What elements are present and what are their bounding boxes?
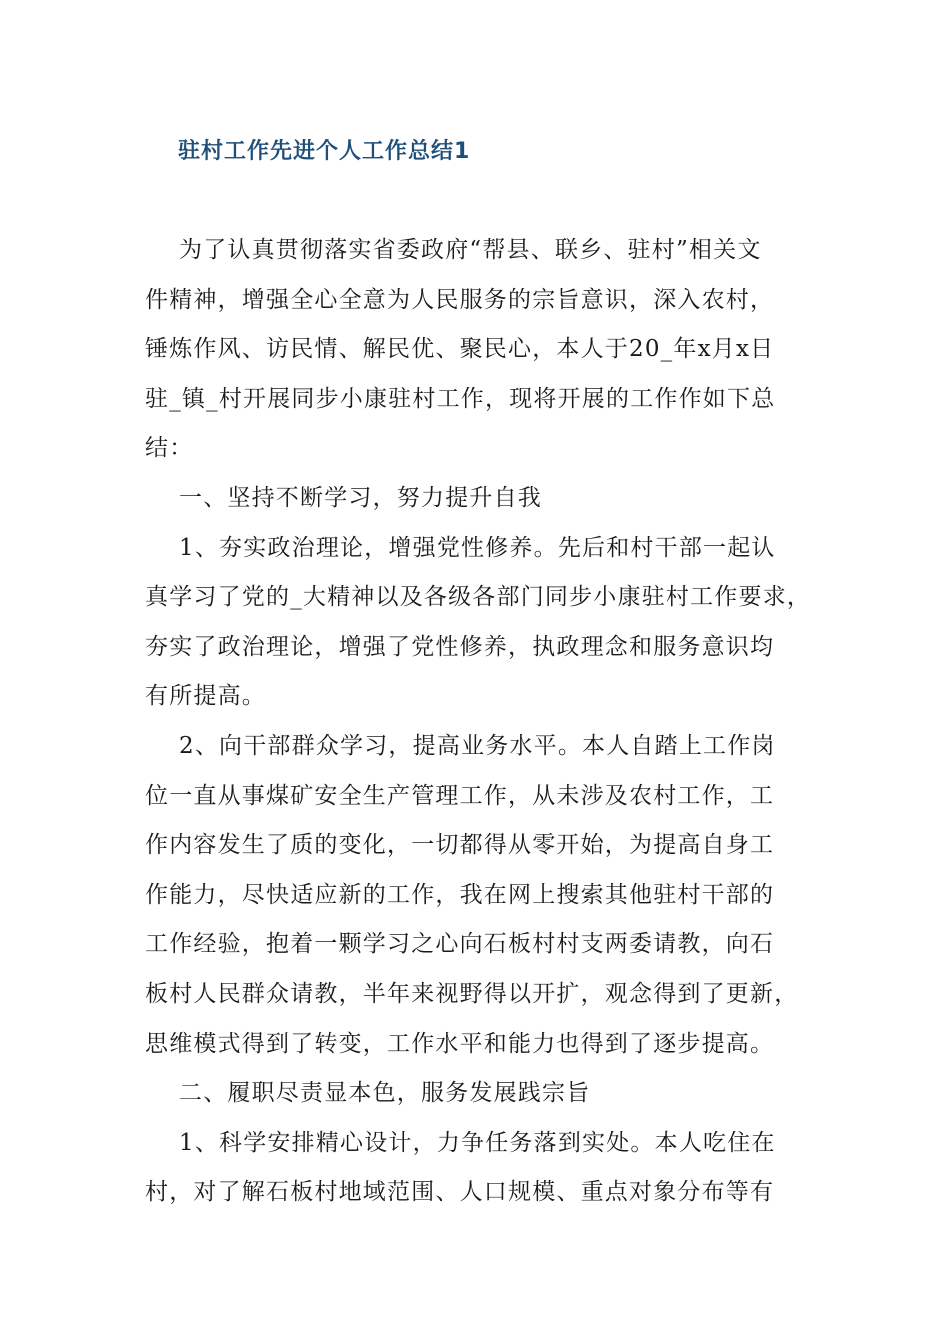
text-line: 夯实了政治理论，增强了党性修养，执政理念和服务意识均	[145, 633, 775, 660]
text-line: 真学习了党的_大精神以及各级各部门同步小康驻村工作要求，	[145, 584, 812, 611]
document-title: 驻村工作先进个人工作总结1	[178, 139, 471, 164]
text-line: 二、履职尽责显本色，服务发展践宗旨	[179, 1080, 591, 1107]
text-line: 作内容发生了质的变化，一切都得从零开始，为提高自身工	[145, 832, 775, 859]
text-line: 驻_镇_村开展同步小康驻村工作，现将开展的工作作如下总	[145, 385, 776, 412]
text-line: 一、坚持不断学习，努力提升自我	[179, 484, 542, 511]
text-line: 锤炼作风、访民情、解民优、聚民心，本人于20_年x月x日	[145, 336, 775, 363]
text-line: 村，对了解石板村地域范围、人口规模、重点对象分布等有	[145, 1179, 775, 1206]
text-line: 有所提高。	[145, 683, 266, 710]
text-line: 结：	[145, 435, 194, 462]
text-line: 作能力，尽快适应新的工作，我在网上搜索其他驻村干部的	[145, 881, 775, 908]
text-line: 工作经验，抱着一颗学习之心向石板村村支两委请教，向石	[145, 931, 775, 958]
text-line: 位一直从事煤矿安全生产管理工作，从未涉及农村工作，工	[145, 782, 775, 809]
text-line: 板村人民群众请教，半年来视野得以开扩，观念得到了更新，	[145, 980, 799, 1007]
text-line: 2、向干部群众学习，提高业务水平。本人自踏上工作岗	[179, 732, 776, 759]
text-line: 件精神，增强全心全意为人民服务的宗旨意识，深入农村，	[145, 286, 775, 313]
text-line: 为了认真贯彻落实省委政府“帮县、联乡、驻村”相关文	[179, 237, 762, 263]
document-body	[145, 226, 812, 1218]
text-line: 思维模式得到了转变，工作水平和能力也得到了逐步提高。	[145, 1030, 775, 1057]
text-line: 1、科学安排精心设计，力争任务落到实处。本人吃住在	[179, 1129, 776, 1156]
text-line: 1、夯实政治理论，增强党性修养。先后和村干部一起认	[179, 534, 776, 561]
